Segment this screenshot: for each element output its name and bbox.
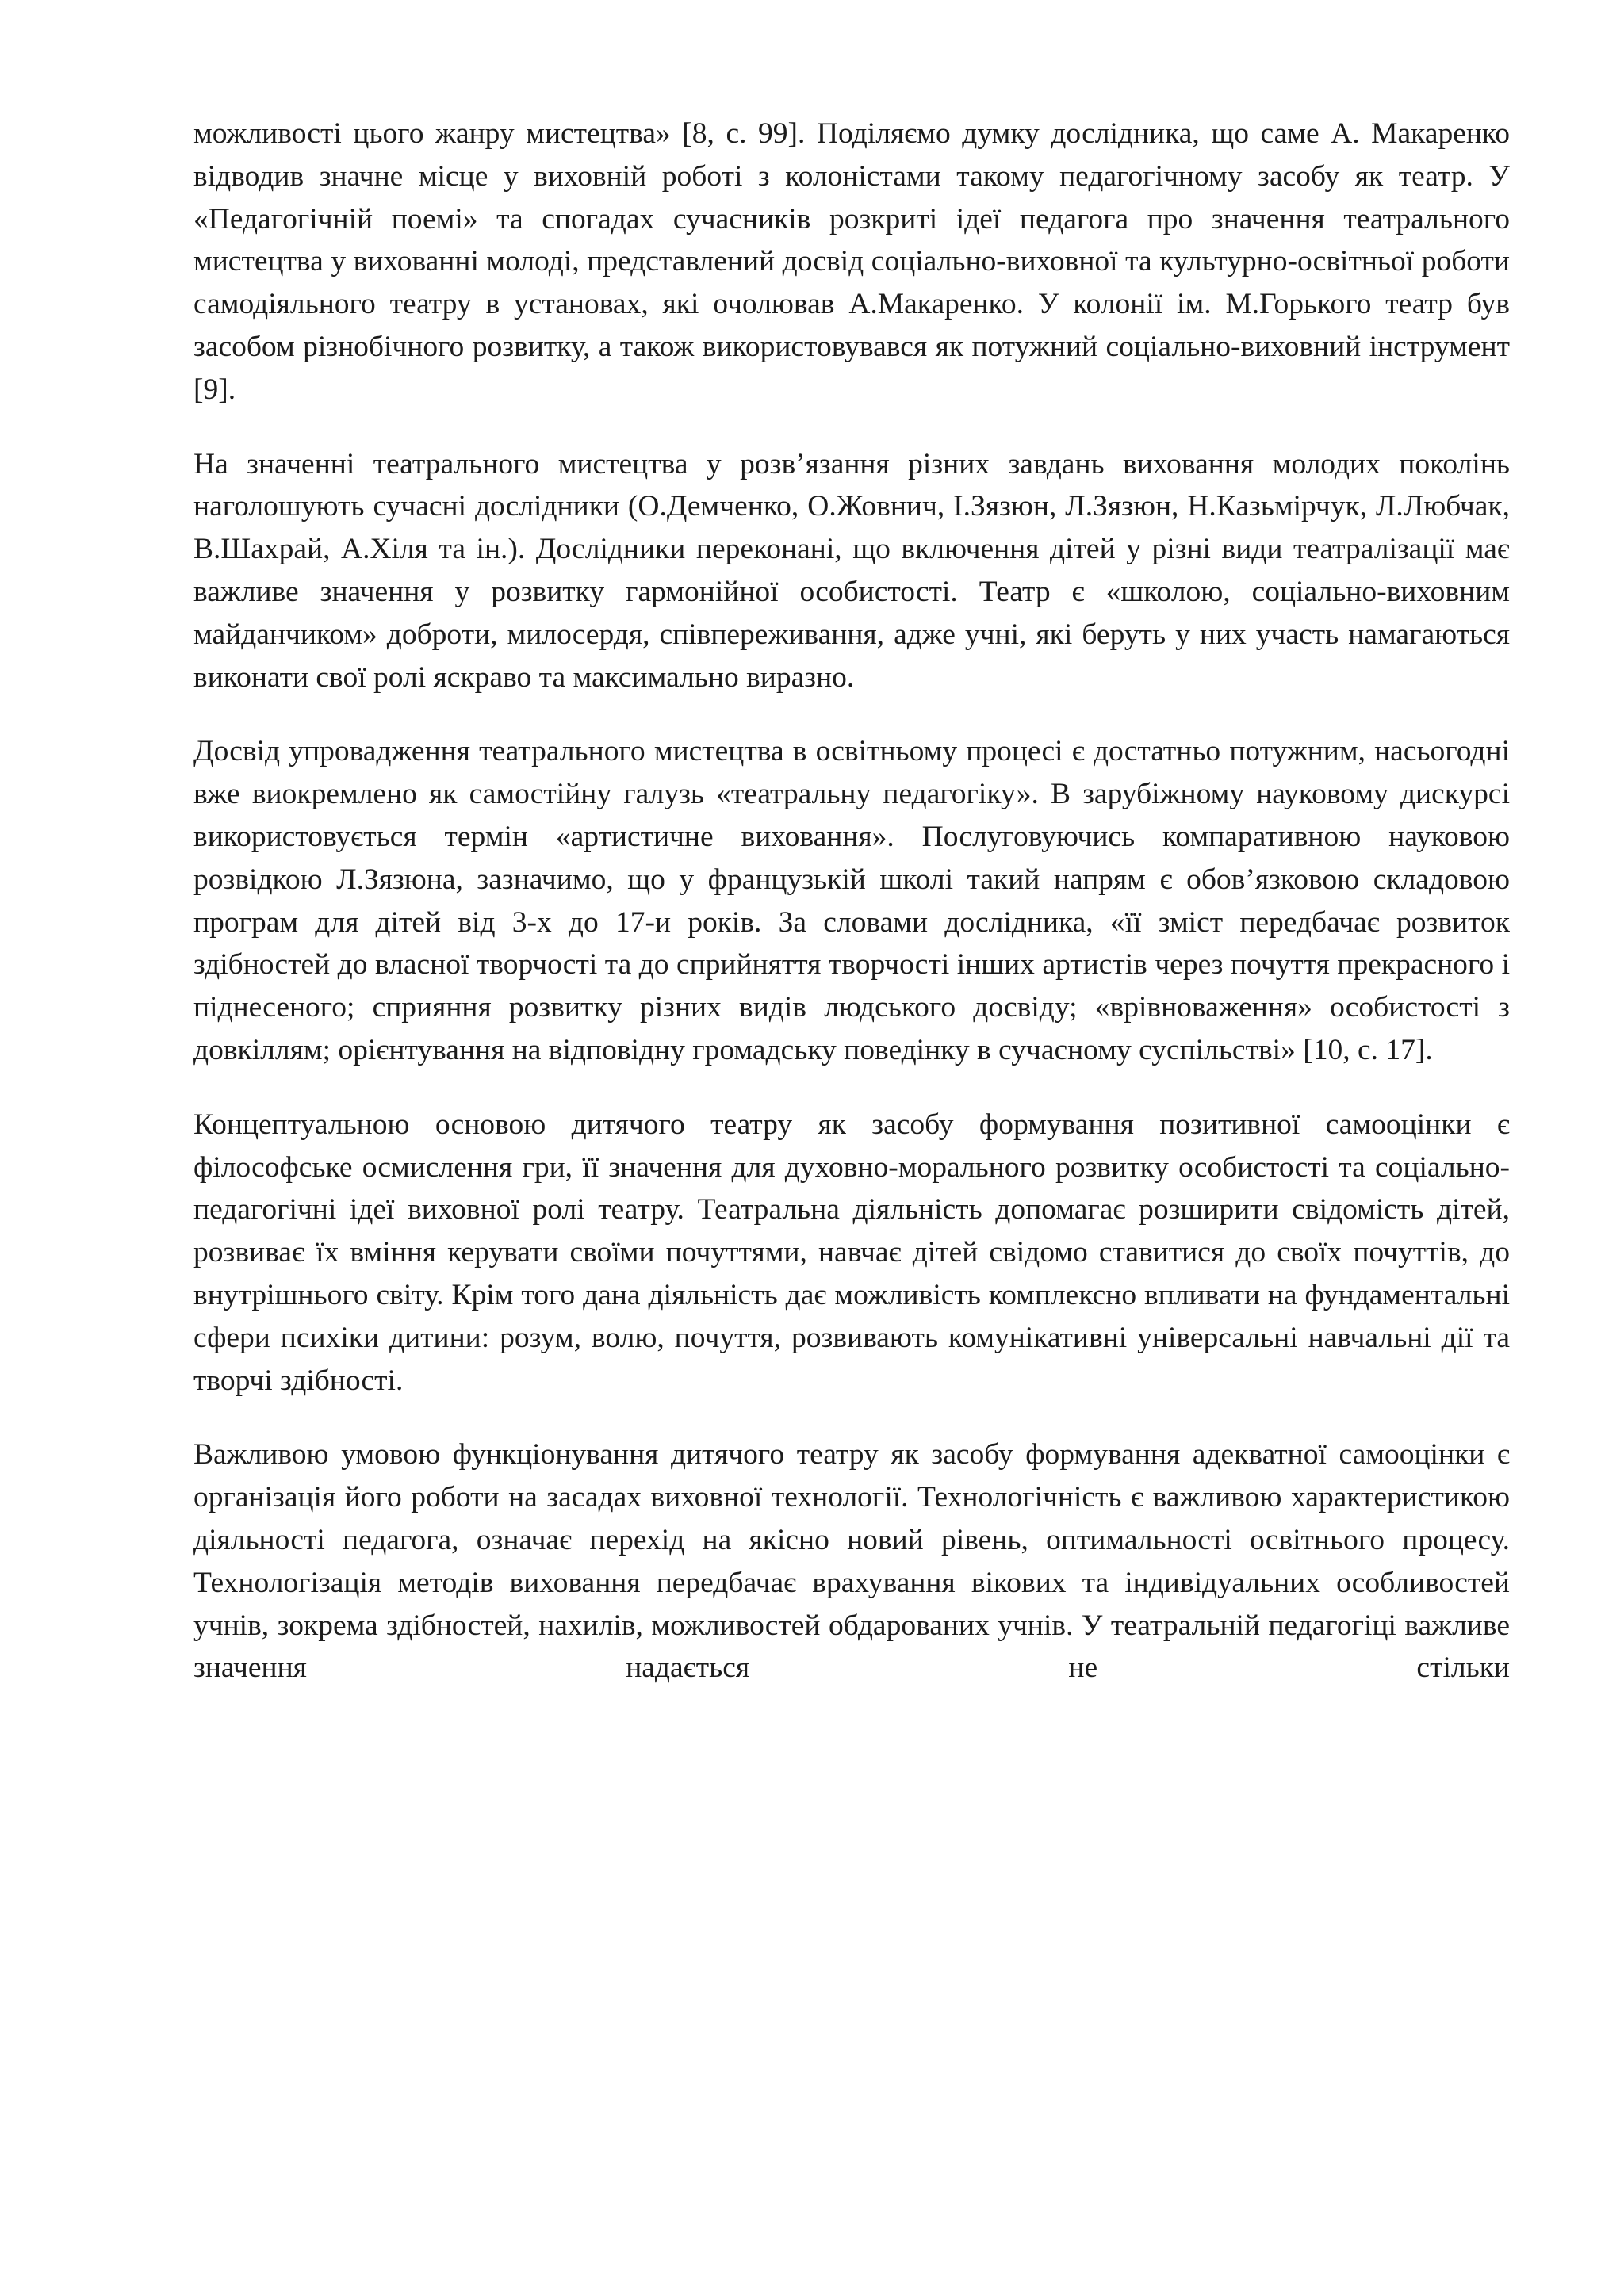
paragraph-1: можливості цього жанру мистецтва» [8, с. 99]. Поділяємо думку дослідника, що саме А. Макаренко відводив значне місце у виховній роботі з колоністами такому педагогічному засобу як театр. У «Педагогічній поемі» та спогадах сучасників розкриті ідеї педагога про значення театрального мистецтва у вихованні молоді, представлений досвід соціально-виховної та культурно-освітньої роботи самодіяльного театру в установах, які очолював А.Макаренко. У колонії ім. М.Горького театр був засобом різнобічного розвитку, а також використовувався як потужний соціально-виховний інструмент [9]. <box>193 117 1510 406</box>
paragraph-3: Досвід упровадження театрального мистецтва в освітньому процесі є достатньо потужним, насьогодні вже виокремлено як самостійну галузь «театральну педагогіку». В зарубіжному науковому дискурсі використовується термін «артистичне виховання». Послуговуючись компаративною науковою розвідкою Л.Зязюна, зазначимо, що у французькій школі такий напрям є обов’язковою складовою програм для дітей від 3-х до 17-и років. За словами дослідника, «її зміст передбачає розвиток здібностей до власної творчості та до сприйняття творчості інших артистів через почуття прекрасного і піднесеного; сприяння розвитку різних видів людського досвіду; «врівноваження» особистості з довкіллям; орієнтування на відповідну громадську поведінку в сучасному суспільстві» [10, с. 17]. <box>193 735 1510 1066</box>
document-page <box>193 113 1510 1689</box>
paragraph-5: Важливою умовою функціонування дитячого театру як засобу формування адекватної самооцінки є організація його роботи на засадах виховної технології. Технологічність є важливою характеристикою діяльності педагога, означає перехід на якісно новий рівень, оптимальності освітнього процесу. Технологізація методів виховання передбачає врахування вікових та індивідуальних особливостей учнів, зокрема здібностей, нахилів, можливостей обдарованих учнів. У театральній педагогіці важливе значення надається не стільки <box>193 1438 1510 1685</box>
paragraph-2: На значенні театрального мистецтва у розв’язання різних завдань виховання молодих поколінь наголошують сучасні дослідники (О.Демченко, О.Жовнич, І.Зязюн, Л.Зязюн, Н.Казьмірчук, Л.Любчак, В.Шахрай, А.Хіля та ін.). Дослідники переконані, що включення дітей у різні види театралізації має важливе значення у розвитку гармонійної особистості. Театр є «школою, соціально-виховним майданчиком» доброти, милосердя, співпереживання, адже учні, які беруть у них участь намагаються виконати свої ролі яскраво та максимально виразно. <box>193 447 1510 694</box>
paragraph-4: Концептуальною основою дитячого театру як засобу формування позитивної самооцінки є філософське осмислення гри, її значення для духовно-морального розвитку особистості та соціально-педагогічні ідеї виховної ролі театру. Театральна діяльність допомагає розширити свідомість дітей, розвиває їх вміння керувати своїми почуттями, навчає дітей свідомо ставитися до своїх почуттів, до внутрішнього світу. Крім того дана діяльність дає можливість комплексно впливати на фундаментальні сфери психіки дитини: розум, волю, почуття, розвивають комунікативні універсальні навчальні дії та творчі здібності. <box>193 1108 1510 1397</box>
